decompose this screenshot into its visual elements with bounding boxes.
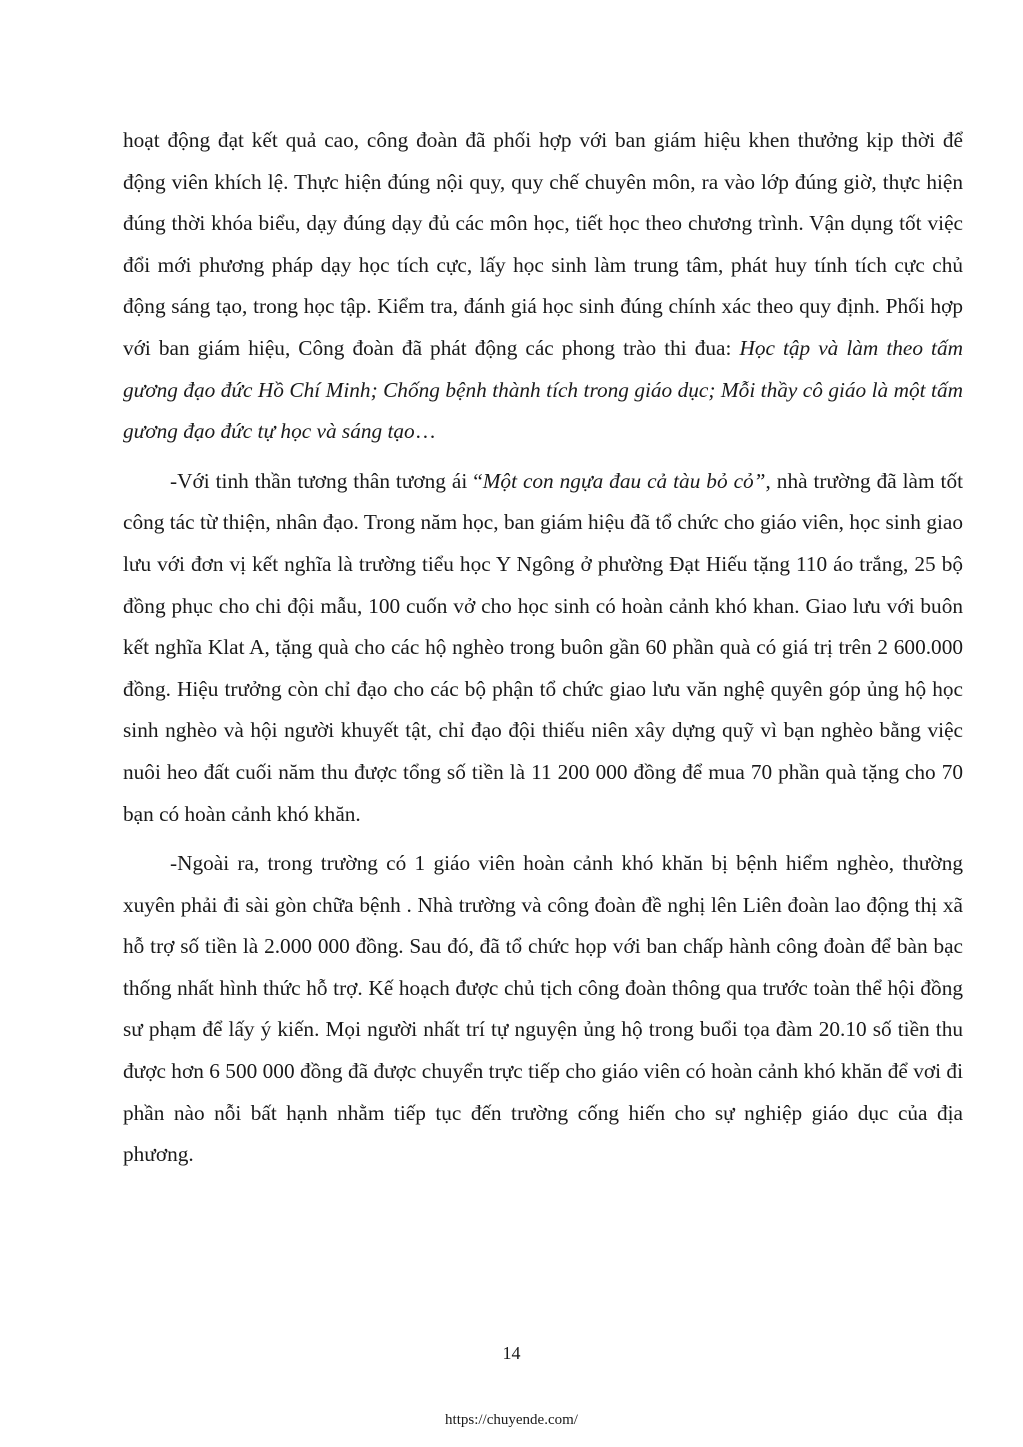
page-number: 14: [502, 1343, 521, 1363]
paragraph-charity-work: [123, 461, 963, 835]
paragraph-teacher-support: [123, 843, 963, 1176]
paragraph-competition-movements: [123, 120, 963, 453]
paragraph-text: hoạt động đạt kết quả cao, công đoàn đã phối hợp với ban giám hiệu khen thưởng kịp thời để động viên khích lệ. Thực hiện đúng nội quy, quy chế chuyên môn, ra vào lớp đúng giờ, thực hiện đúng thời khóa biểu, dạy đúng dạy đủ các môn học, tiết học theo chương trình. Vận dụng tốt việc đổi mới phương pháp dạy học tích cực, lấy học sinh làm trung tâm, phát huy tính tích cực chủ động sáng tạo, trong học tập. Kiểm tra, đánh giá học sinh đúng chính xác theo quy định. Phối hợp với ban giám hiệu, Công đoàn đã phát động các phong trào thi đua:: [123, 128, 963, 360]
paragraph-italic-text: Một con ngựa đau cả tàu bỏ cỏ”: [482, 468, 766, 493]
footer-url[interactable]: https://chuyende.com/: [445, 1412, 578, 1428]
paragraph-italic-text: Học tập và làm theo tấm gương đạo đức Hồ Chí Minh; Chống bệnh thành tích trong giáo dục; Mỗi thầy cô giáo là một tấm gương đạo đức tự học và sáng tạo: [123, 335, 963, 444]
document-body: [123, 120, 963, 1176]
paragraph-text: , nhà trường đã làm tốt công tác từ thiện, nhân đạo. Trong năm học, ban giám hiệu đã tổ chức cho giáo viên, học sinh giao lưu với đơn vị kết nghĩa là trường tiểu học Y Ngông ở phường Đạt Hiếu tặng 110 áo trắng, 25 bộ đồng phục cho chi đội mẫu, 100 cuốn vở cho học sinh có hoàn cảnh khó khan. Giao lưu với buôn kết nghĩa Klat A, tặng quà cho các hộ nghèo trong buôn gần 60 phần quà có giá trị trên 2 600.000 đồng. Hiệu trưởng còn chỉ đạo cho các bộ phận tổ chức giao lưu văn nghệ quyên góp ủng hộ học sinh nghèo và hội người khuyết tật, chỉ đạo đội thiếu niên xây dựng quỹ vì bạn nghèo bằng việc nuôi heo đất cuối năm thu được tổng số tiền là 11 200 000 đồng để mua 70 phần quà tặng cho 70 bạn có hoàn cảnh khó khăn.: [123, 468, 964, 826]
paragraph-text: -Với tinh thần tương thân tương ái “: [170, 468, 483, 493]
paragraph-text: -Ngoài ra, trong trường có 1 giáo viên hoàn cảnh khó khăn bị bệnh hiểm nghèo, thường xuyên phải đi sài gòn chữa bệnh . Nhà trường và công đoàn đề nghị lên Liên đoàn lao động thị xã hỗ trợ số tiền là 2.000 000 đồng. Sau đó, đã tổ chức họp với ban chấp hành công đoàn để bàn bạc thống nhất hình thức hỗ trợ. Kế hoạch được chủ tịch công đoàn thông qua trước toàn thể hội đồng sư phạm để lấy ý kiến. Mọi người nhất trí tự nguyện ủng hộ trong buổi tọa đàm 20.10 số tiền thu được hơn 6 500 000 đồng đã được chuyển trực tiếp cho giáo viên có hoàn cảnh khó khăn để vơi đi phần nào nỗi bất hạnh nhằm tiếp tục đến trường cống hiến cho sự nghiệp giáo dục của địa phương.: [123, 851, 963, 1167]
paragraph-text: …: [414, 419, 436, 444]
